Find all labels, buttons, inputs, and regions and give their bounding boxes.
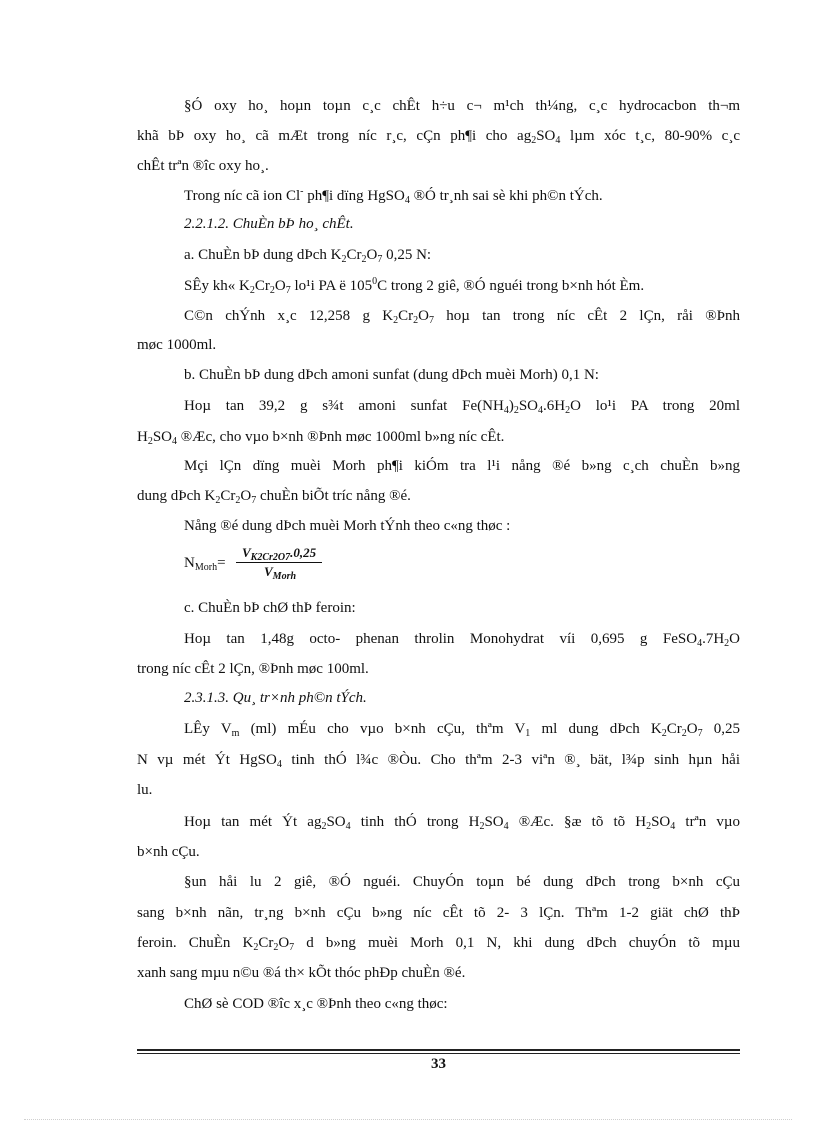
paragraph-line: sang b×nh nãn, tr¸ng b×nh cÇu b»ng níc cÊt tõ 2- 3 lÇn. Thªm 1-2 giät chØ thÞ	[137, 905, 740, 921]
paragraph-line: feroin. ChuÈn $K_2Cr_2O_7$ d b»ng muèi Morh 0,1 N, khi dung dÞch chuyÓn tõ mµu	[137, 935, 740, 953]
paragraph-line: N vµ mét Ýt HgSO$_4$ tinh thÓ l¾c ®Òu. Cho thªm 2-3 viªn ®¸ bät, l¾p sinh hµn håi	[137, 752, 740, 770]
formula-numerator: $V_{K2Cr2O7}.0,25$	[242, 545, 317, 563]
formula-denominator: $V_{Morh}$	[264, 564, 297, 582]
paragraph-line: b. ChuÈn bÞ dung dÞch amoni sunfat (dung dÞch muèi Morh) 0,1 N:	[184, 367, 599, 383]
paragraph-line: møc 1000ml.	[137, 337, 217, 353]
paragraph-line: b×nh cÇu.	[137, 844, 200, 860]
paragraph-line: ChØ sè COD ®îc x¸c ®Þnh theo c«ng thøc:	[184, 996, 448, 1012]
paragraph-line: Mçi lÇn dïng muèi Morh ph¶i kiÓm tra l¹i nång ®é b»ng c¸ch chuÈn b»ng	[184, 458, 740, 474]
section-heading: 2.2.1.2. ChuÈn bÞ ho¸ chÊt.	[184, 216, 354, 232]
paragraph-line: LÊy $V_m$ (ml) mÉu cho vµo b×nh cÇu, thªm $V_1$ ml dung dÞch $K_2Cr_2O_7$ 0,25	[184, 721, 741, 739]
morh-formula	[184, 545, 344, 585]
footer-rule-thin	[137, 1053, 740, 1054]
paragraph-line: Hoµ tan 39,2 g s¾t amoni sunfat $Fe(NH_4)_2SO_4.6H_2O$ lo¹i PA trong 20ml	[184, 398, 740, 416]
paragraph-line: chÊt trªn ®îc oxy ho¸.	[137, 158, 269, 174]
paragraph-line: §Ó oxy ho¸ hoµn toµn c¸c chÊt h÷u c¬ m¹ch th¼ng, c¸c hydrocacbon th¬m	[184, 98, 740, 114]
page-number: 33	[431, 1056, 446, 1072]
formula-lhs: $N_{Morh}=$	[184, 555, 226, 573]
paragraph-line: §un håi lu 2 giê, ®Ó nguéi. ChuyÓn toµn bé dung dÞch trong b×nh cÇu	[184, 874, 740, 890]
paragraph-line: Hoµ tan 1,48g octo- phenan throlin Monohydrat víi 0,695 g $FeSO_4.7H_2O$	[184, 631, 740, 649]
page-bottom-border	[24, 1119, 792, 1120]
paragraph-line: khã bÞ oxy ho¸ cã mÆt trong níc r¸c, cÇn ph¶i cho $ag_2SO_4$ lµm xóc t¸c, 80-90% c¸c	[137, 128, 740, 146]
paragraph-line: $H_2SO_4$ ®Æc, cho vµo b×nh ®Þnh møc 1000ml b»ng níc cÊt.	[137, 429, 505, 447]
paragraph-line: Nång ®é dung dÞch muèi Morh tÝnh theo c«ng thøc :	[184, 518, 511, 534]
formula-fraction	[236, 545, 326, 580]
paragraph-line: Hoµ tan mét Ýt $ag_2SO_4$ tinh thÓ trong $H_2SO_4$ ®Æc. §æ tõ tõ $H_2SO_4$ trªn vµo	[184, 814, 740, 832]
paragraph-line: SÊy kh« $K_2Cr_2O_7$ lo¹i PA ë $105^0C$ trong 2 giê, ®Ó nguéi trong b×nh hót Èm.	[184, 276, 645, 296]
footer-rule-thick	[137, 1049, 740, 1051]
paragraph-line: lu.	[137, 782, 153, 798]
paragraph-line: dung dÞch $K_2Cr_2O_7$ chuÈn biÕt tríc nång ®é.	[137, 488, 411, 506]
paragraph-line: C©n chÝnh x¸c 12,258 g $K_2Cr_2O_7$ hoµ tan trong níc cÊt 2 lÇn, råi ®Þnh	[184, 308, 740, 326]
paragraph-line: c. ChuÈn bÞ chØ thÞ feroin:	[184, 600, 356, 616]
paragraph-line: trong níc cÊt 2 lÇn, ®Þnh møc 100ml.	[137, 661, 369, 677]
paragraph-line: xanh sang mµu n©u ®á th× kÕt thóc phÐp chuÈn ®é.	[137, 965, 466, 981]
section-heading: 2.3.1.3. Qu¸ tr×nh ph©n tÝch.	[184, 690, 367, 706]
paragraph-line: Trong níc cã ion Cl- ph¶i dïng HgSO$_4$ ®Ó tr¸nh sai sè khi ph©n tÝch.	[184, 186, 603, 206]
paragraph-line: a. ChuÈn bÞ dung dÞch $K_2Cr_2O_7$ 0,25 N:	[184, 247, 432, 265]
